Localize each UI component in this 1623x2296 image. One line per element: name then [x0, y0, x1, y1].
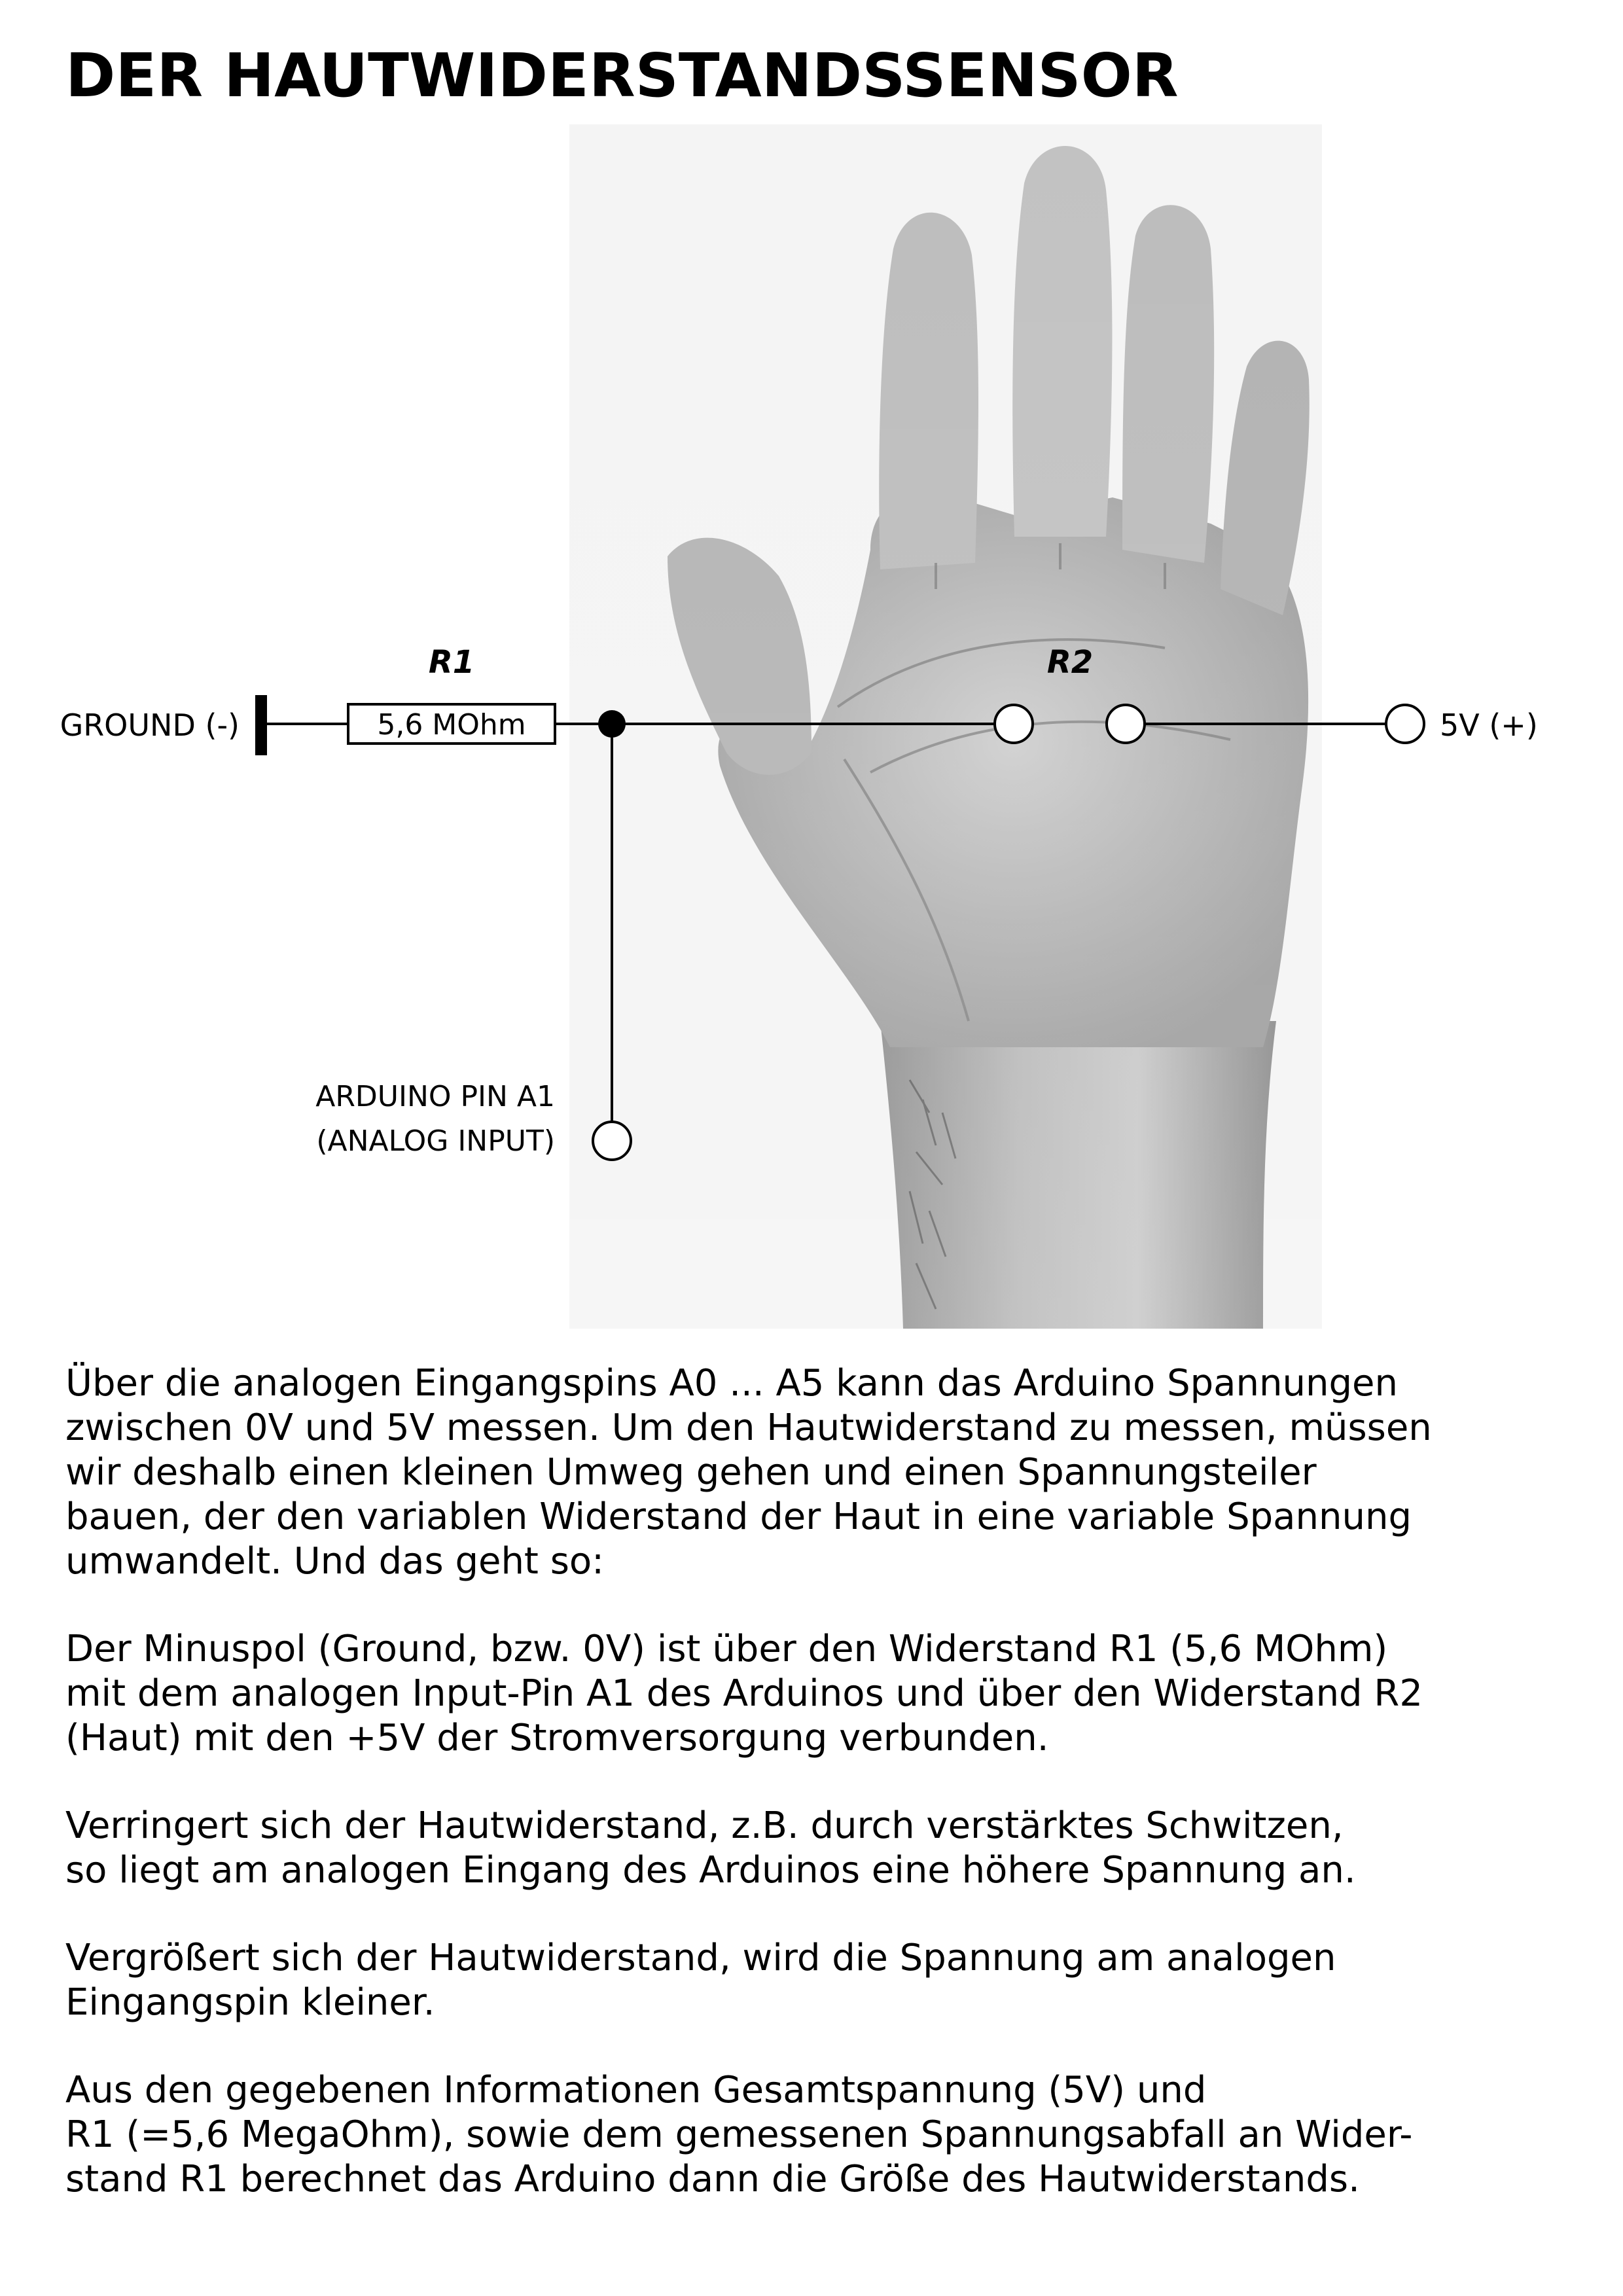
vplus-terminal [1386, 705, 1424, 743]
text-line: bauen, der den variablen Widerstand der Haut in eine variable Spannung [65, 1496, 1412, 1538]
vplus-label: 5V (+) [1440, 708, 1538, 743]
ground-symbol [255, 695, 267, 755]
text-line: Eingangspin kleiner. [65, 1981, 435, 2024]
r2-terminal-left [995, 705, 1033, 743]
text-line: (Haut) mit den +5V der Stromversorgung verbunden. [65, 1717, 1049, 1759]
r1-label: R1 [428, 644, 475, 681]
text-line: Über die analogen Eingangspins A0 ... A5 kann das Arduino Spannungen [65, 1362, 1398, 1405]
arduino-label-line1: ARDUINO PIN A1 [315, 1080, 555, 1113]
r1-value: 5,6 MOhm [377, 708, 526, 742]
paragraph-3 [65, 1804, 1571, 1893]
arduino-terminal [593, 1122, 631, 1160]
ground-label: GROUND (-) [60, 708, 240, 743]
text-line: Verringert sich der Hautwiderstand, z.B. durch verstärktes Schwitzen, [65, 1804, 1344, 1847]
text-line: zwischen 0V und 5V messen. Um den Hautwiderstand zu messen, müssen [65, 1407, 1432, 1449]
text-line: Vergrößert sich der Hautwiderstand, wird die Spannung am analogen [65, 1937, 1336, 1979]
page-title: DER HAUTWIDERSTANDSSENSOR [65, 41, 1179, 111]
paragraph-2 [65, 1627, 1571, 1761]
text-line: Der Minuspol (Ground, bzw. 0V) ist über den Widerstand R1 (5,6 MOhm) [65, 1628, 1388, 1670]
r2-label: R2 [1046, 644, 1094, 681]
arduino-label-line2: (ANALOG INPUT) [316, 1124, 555, 1158]
text-line: mit dem analogen Input-Pin A1 des Arduinos und über den Widerstand R2 [65, 1672, 1423, 1715]
paragraph-1 [65, 1361, 1571, 1584]
text-line: so liegt am analogen Eingang des Arduinos eine höhere Spannung an. [65, 1849, 1356, 1892]
text-line: umwandelt. Und das geht so: [65, 1540, 604, 1583]
text-line: wir deshalb einen kleinen Umweg gehen und einen Spannungsteiler [65, 1451, 1317, 1494]
r2-terminal-right [1107, 705, 1145, 743]
text-line: Aus den gegebenen Informationen Gesamtspannung (5V) und [65, 2069, 1207, 2111]
paragraph-4 [65, 1936, 1571, 2025]
body-text [65, 1361, 1571, 2245]
text-line: R1 (=5,6 MegaOhm), sowie dem gemessenen Spannungsabfall an Wider- [65, 2113, 1413, 2156]
text-line: stand R1 berechnet das Arduino dann die Größe des Hautwiderstands. [65, 2158, 1360, 2200]
paragraph-5 [65, 2068, 1571, 2202]
